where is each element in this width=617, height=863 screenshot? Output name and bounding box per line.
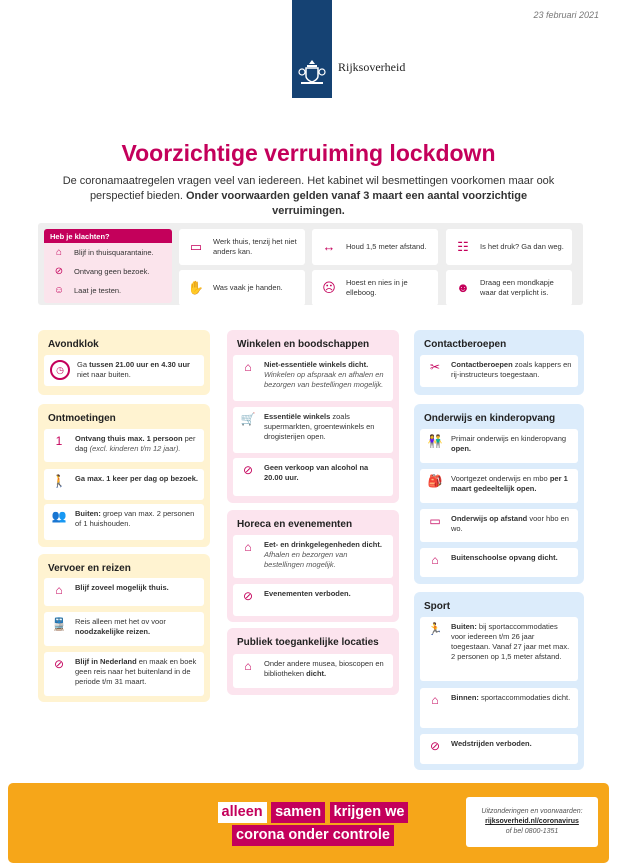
laptop-icon: ▭ (189, 239, 203, 254)
text-bold: Wedstrijden verboden. (451, 739, 532, 748)
text-post: sportaccommodaties dicht. (478, 693, 571, 702)
item-text (451, 434, 572, 454)
avondklok-title: Avondklok (48, 339, 99, 350)
item-text (75, 617, 198, 637)
info-box (466, 797, 598, 847)
no-visit-icon: ⊘ (54, 266, 64, 277)
no-travel-icon: ⊘ (53, 657, 65, 671)
item-text (264, 360, 387, 390)
vervoer-item (44, 652, 204, 696)
item-text (264, 412, 387, 442)
tip-card (179, 229, 305, 265)
ontmoetingen-item (44, 429, 204, 462)
complaint-text: Blijf in thuisquarantaine. (74, 248, 154, 257)
item-text (264, 463, 387, 483)
children-icon: 👫 (427, 434, 443, 448)
complaint-text: Ontvang geen bezoek. (74, 267, 150, 276)
clock-icon: ◷ (50, 360, 70, 380)
winkelen-title: Winkelen en boodschappen (237, 339, 370, 350)
people-icon: 👥 (51, 509, 67, 523)
item-text (75, 509, 198, 529)
vervoer-title: Vervoer en reizen (48, 563, 131, 574)
house-icon: 1 (55, 434, 63, 448)
text-bold: Blijf in Nederland (75, 657, 137, 666)
sneeze-icon: ☹ (322, 280, 336, 295)
text-pre: Voortgezet onderwijs en mbo (451, 474, 550, 483)
item-text (75, 657, 198, 687)
item-text (451, 474, 572, 494)
house-icon: ⌂ (55, 583, 63, 597)
complaint-text: Laat je testen. (74, 286, 122, 295)
onderwijs-item (420, 469, 578, 503)
text-bold: Ga max. 1 keer per dag op bezoek. (75, 474, 198, 483)
vervoer-item (44, 612, 204, 646)
text-post: zoals supermarkten, groentewinkels en drogisterijen open. (264, 412, 375, 441)
rijksoverheid-logo (292, 0, 332, 98)
text-bold: open. (451, 444, 471, 453)
tip-card (312, 270, 438, 306)
laptop-icon: ▭ (429, 514, 441, 528)
text-post: per dag (75, 434, 196, 453)
slogan-line-2: corona onder controle (232, 825, 394, 846)
vervoer-item (44, 578, 204, 606)
text-pre: Onder andere musea, bioscopen en bibliotheken (264, 659, 384, 678)
complaints-list (44, 243, 172, 300)
publiek-item (233, 654, 393, 688)
slogan-word-1: alleen (218, 802, 267, 823)
train-icon: 🚆 (51, 617, 67, 631)
onderwijs-item (420, 548, 578, 577)
ontmoetingen-title: Ontmoetingen (48, 413, 116, 424)
tip-text: Draag een mondkapje waar dat verplicht is. (480, 278, 554, 297)
contactberoepen-title: Contactberoepen (424, 339, 507, 350)
onderwijs-item (420, 509, 578, 542)
slogan-word-2: samen (271, 802, 325, 823)
text-pre: Reis alleen met het ov voor (75, 617, 166, 626)
sport-item (420, 617, 578, 681)
item-text (451, 693, 572, 703)
text-bold: dicht. (306, 669, 327, 678)
horeca-title: Horeca en evenementen (237, 519, 353, 530)
text-bold: noodzakelijke reizen. (75, 627, 151, 636)
text-bold: Geen verkoop van alcohol na 20.00 uur. (264, 463, 369, 482)
text-bold: Binnen: (451, 693, 479, 702)
text-pre: Primair onderwijs en kinderopvang (451, 434, 567, 443)
item-text (75, 583, 198, 593)
tip-card (446, 270, 572, 306)
text-bold: Ontvang thuis max. 1 persoon (75, 434, 183, 443)
coat-of-arms-icon (298, 58, 326, 86)
sport-title: Sport (424, 601, 451, 612)
tip-text: Was vaak je handen. (213, 283, 283, 292)
crowd-icon: ☷ (457, 239, 469, 254)
sport-item (420, 734, 578, 764)
walking-icon: 🚶 (51, 474, 67, 488)
complaints-box (44, 229, 172, 303)
info-phone: of bel 0800-1351 (505, 828, 559, 835)
item-text (77, 360, 198, 380)
intro-bold: Onder voorwaarden gelden vanaf 3 maart een aantal voorzichtige verruimingen. (185, 190, 528, 217)
text-bold: Essentiële winkels (264, 412, 331, 421)
hairdresser-icon: ✂ (429, 360, 441, 374)
text-bold: Onderwijs op afstand (451, 514, 528, 523)
complaint-item (44, 262, 172, 281)
avondklok-item (44, 355, 204, 386)
test-icon: ☺ (53, 285, 65, 296)
text-italic: (excl. kinderen t/m 12 jaar). (89, 444, 181, 453)
text-bold: Evenementen verboden. (264, 589, 351, 598)
brand-name: Rijksoverheid (338, 60, 406, 74)
item-text (451, 622, 572, 662)
museum-icon: ⌂ (244, 659, 252, 673)
text-post: niet naar buiten. (77, 370, 131, 379)
tip-card (179, 270, 305, 306)
onderwijs-item (420, 429, 578, 463)
item-text (451, 514, 572, 534)
contactberoepen-item (420, 355, 578, 387)
winkelen-item (233, 458, 393, 496)
item-text (264, 659, 387, 679)
text-bold: Buiten: (451, 622, 477, 631)
text-bold: Eet- en drinkgelegenheden dicht. (264, 540, 382, 549)
sport-item (420, 688, 578, 728)
publication-date: 23 februari 2021 (533, 10, 599, 20)
no-competition-icon: ⊘ (429, 739, 441, 753)
text-bold: per 1 maart gedeeltelijk open. (451, 474, 568, 493)
no-events-icon: ⊘ (242, 589, 254, 603)
ontmoetingen-item (44, 504, 204, 540)
item-text (451, 553, 572, 563)
item-text (264, 589, 387, 599)
ontmoetingen-item (44, 469, 204, 500)
tip-text: Werk thuis, tenzij het niet anders kan. (213, 237, 297, 256)
tip-card (446, 229, 572, 265)
text-italic: Winkelen op afspraak en afhalen en bezorgen van bestellingen mogelijk. (264, 370, 384, 389)
text-bold: Niet-essentiële winkels dicht. (264, 360, 369, 369)
shop-icon: ⌂ (244, 360, 252, 374)
no-alcohol-icon: ⊘ (242, 463, 254, 477)
athlete-icon: 🏃 (427, 622, 443, 636)
text-pre: Ga (77, 360, 90, 369)
horeca-item (233, 535, 393, 578)
item-text (75, 474, 198, 484)
backpack-icon: 🎒 (427, 474, 443, 488)
mask-icon: ☻ (456, 280, 470, 295)
text-post: zoals kappers en rij-instructeurs toegestaan. (451, 360, 572, 379)
horeca-item (233, 584, 393, 616)
text-bold: Blijf zoveel mogelijk thuis. (75, 583, 169, 592)
item-text (75, 434, 198, 454)
complaint-item (44, 281, 172, 300)
tip-card (312, 229, 438, 265)
text-post: en maak en boek geen reis naar het buitenland in de periode t/m 31 maart. (75, 657, 197, 686)
winkelen-item (233, 355, 393, 401)
text-bold: tussen 21.00 uur en 4.30 uur (89, 360, 190, 369)
text-bold: Contactberoepen (451, 360, 513, 369)
text-post: bij sportaccommodaties voor iedereen t/m 26 jaar toegestaan. Vanaf 27 jaar met max. 2 personen op 1,5 meter afstand. (451, 622, 570, 661)
tip-text: Houd 1,5 meter afstand. (346, 242, 427, 251)
intro-regular: De coronamaatregelen vragen veel van iedereen. Het kabinet wil besmettingen voorkomen maar ook perspectief bieden. (62, 175, 555, 202)
text-bold: Buiten: (75, 509, 101, 518)
complaints-header: Heb je klachten? (44, 229, 172, 243)
info-label: Uitzonderingen en voorwaarden: (481, 808, 583, 815)
wash-hands-icon: ✋ (187, 280, 205, 295)
intro-text (60, 174, 557, 219)
item-text (451, 739, 572, 749)
slogan (215, 801, 411, 847)
restaurant-icon: ⌂ (244, 540, 252, 554)
text-post: groep van max. 2 personen of 1 huishouden. (75, 509, 195, 528)
house-icon: ⌂ (431, 553, 439, 567)
text-italic: Afhalen en bezorgen van bestellingen mogelijk. (264, 550, 348, 569)
complaint-item (44, 243, 172, 262)
text-post: voor hbo en wo. (451, 514, 569, 533)
onderwijs-title: Onderwijs en kinderopvang (424, 413, 556, 424)
publiek-title: Publiek toegankelijke locaties (237, 637, 379, 648)
tip-text: Hoest en nies in je elleboog. (346, 278, 408, 297)
winkelen-item (233, 407, 393, 453)
tip-text: Is het druk? Ga dan weg. (480, 242, 564, 251)
house-icon: ⌂ (55, 247, 63, 258)
gym-icon: ⌂ (431, 693, 439, 707)
slogan-word-3: krijgen we (330, 802, 409, 823)
page-title: Voorzichtige verruiming lockdown (121, 140, 496, 166)
info-link[interactable]: rijksoverheid.nl/coronavirus (485, 818, 579, 825)
item-text (264, 540, 387, 570)
distance-icon: ↔ (322, 239, 336, 254)
item-text (451, 360, 572, 380)
cart-icon: 🛒 (240, 412, 256, 426)
text-bold: Buitenschoolse opvang dicht. (451, 553, 558, 562)
